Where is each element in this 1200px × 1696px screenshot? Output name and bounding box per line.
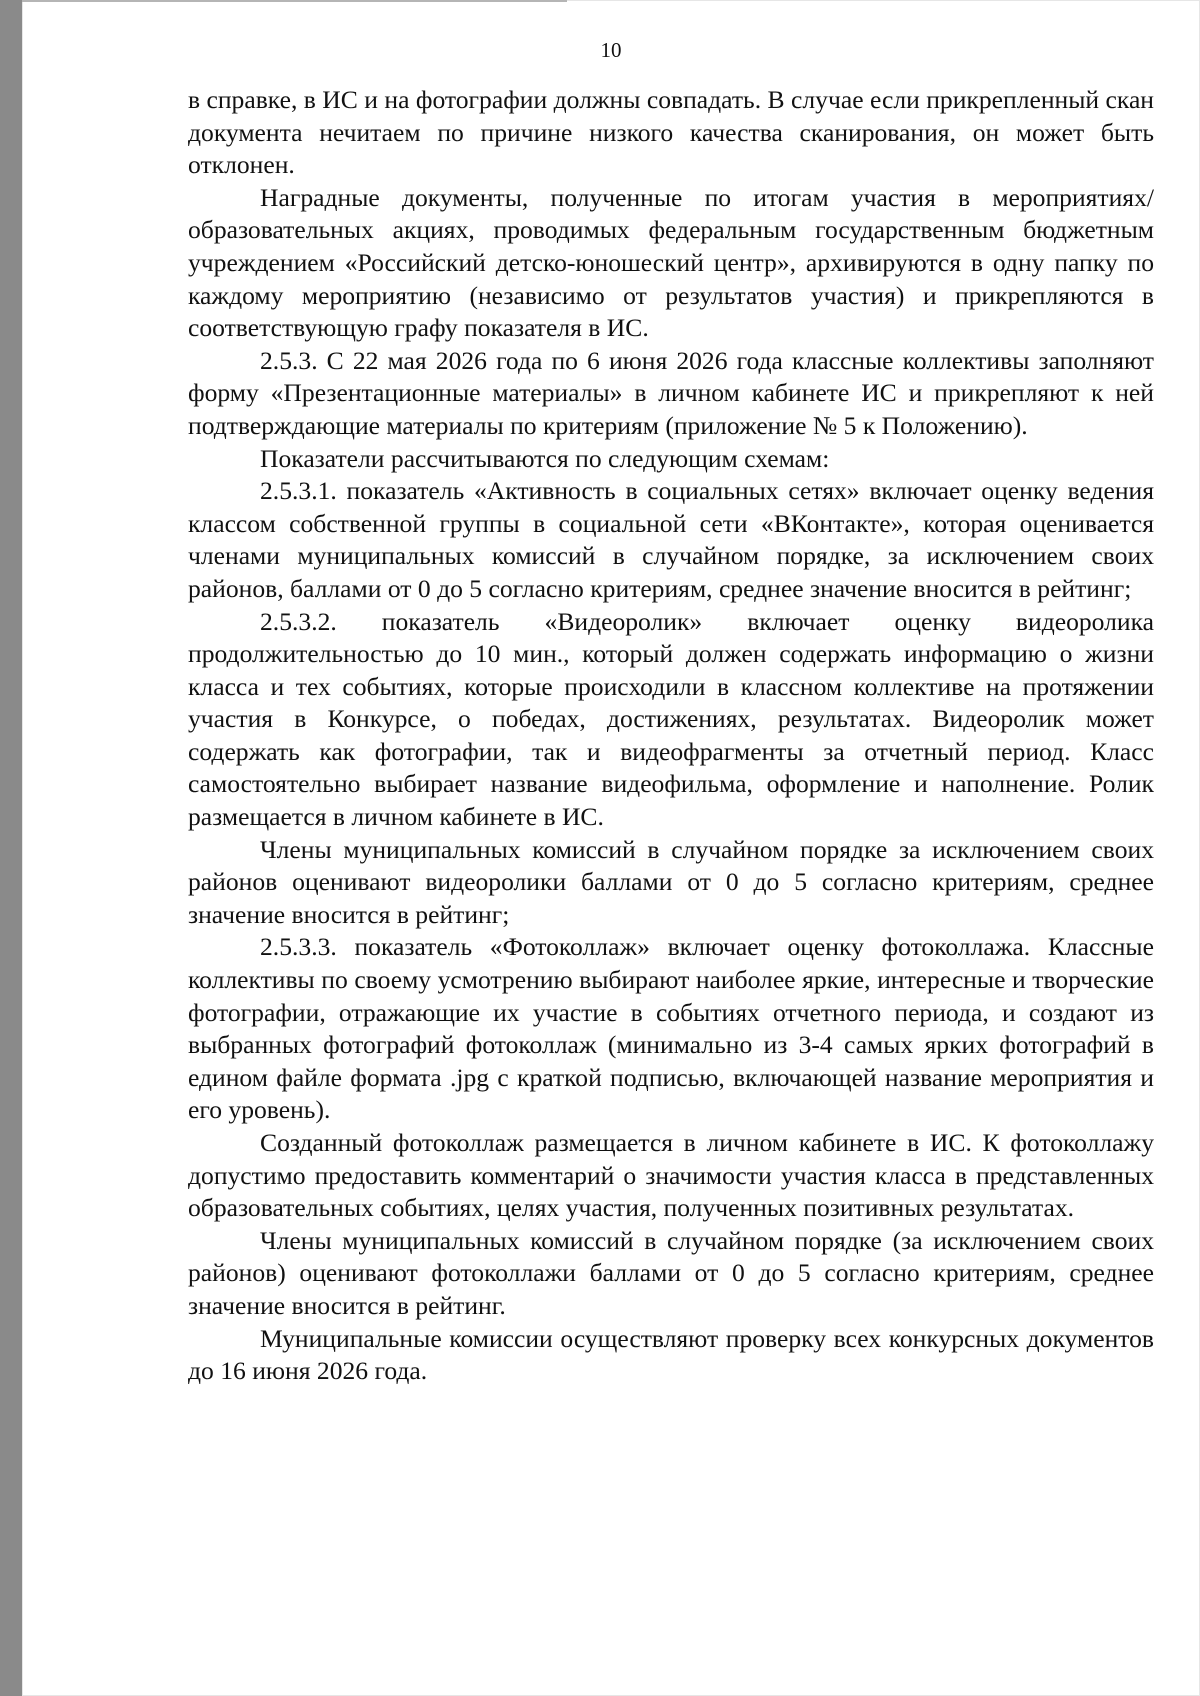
paragraph-2-5-3-1: 2.5.3.1. показатель «Активность в социальных сетях» включает оценку ведения классом собственной группы в социальной сети «ВКонтакте», которая оценивается членами муниципальных комиссий в случайном порядке, за исключением своих районов, баллами от 0 до 5 согласно критериям, среднее значение вносится в рейтинг;: [188, 476, 1154, 603]
paragraph-collage-placement: Созданный фотоколлаж размещается в личном кабинете в ИС. К фотоколлажу допустимо предоставить комментарий о значимости участия класса в представленных образовательных событиях, целях участия, полученных позитивных результатах.: [188, 1128, 1154, 1223]
paragraph-1: в справке, в ИС и на фотографии должны совпадать. В случае если прикрепленный скан документа нечитаем по причине низкого качества сканирования, он может быть отклонен.: [188, 85, 1154, 180]
paragraph-2: Наградные документы, полученные по итогам участия в мероприятиях/образовательных акциях, проводимых федеральным государственным бюджетным учреждением «Российский детско-юношеский центр», архивируются в одну папку по каждому мероприятию (независимо от результатов участия) и прикрепляются в соответствующую графу показателя в ИС.: [188, 182, 1154, 343]
paragraph-schemes-intro: Показатели рассчитываются по следующим схемам:: [260, 443, 830, 473]
document-body: [188, 84, 1154, 1388]
paragraph-collage-evaluation: Члены муниципальных комиссий в случайном порядке (за исключением своих районов) оценивают фотоколлажи баллами от 0 до 5 согласно критериям, среднее значение вносится в рейтинг.: [188, 1225, 1154, 1320]
paragraph-2-5-3: 2.5.3. С 22 мая 2026 года по 6 июня 2026 года классные коллективы заполняют форму «Презентационные материалы» в личном кабинете ИС и прикрепляют к ней подтверждающие материалы по критериям (приложение № 5 к Положению).: [188, 345, 1154, 440]
paragraph-video-evaluation: Члены муниципальных комиссий в случайном порядке за исключением своих районов оценивают видеоролики баллами от 0 до 5 согласно критериям, среднее значение вносится в рейтинг;: [188, 834, 1154, 929]
scan-top-edge: [22, 0, 567, 2]
page-number: 10: [600, 38, 622, 62]
paragraph-2-5-3-3: 2.5.3.3. показатель «Фотоколлаж» включает оценку фотоколлажа. Классные коллективы по своему усмотрению выбирают наиболее яркие, интересные и творческие фотографии, отражающие их участие в событиях отчетного периода, и создают из выбранных фотографий фотоколлаж (минимально из 3-4 самых ярких фотографий в едином файле формата .jpg с краткой подписью, включающей название мероприятия и его уровень).: [188, 932, 1154, 1125]
document-page: [22, 0, 1200, 1696]
paragraph-deadline: Муниципальные комиссии осуществляют проверку всех конкурсных документов до 16 июня 2026 года.: [188, 1323, 1154, 1386]
paragraph-2-5-3-2: 2.5.3.2. показатель «Видеоролик» включает оценку видеоролика продолжительностью до 10 мин., который должен содержать информацию о жизни класса и тех событиях, которые происходили в классном коллективе на протяжении участия в Конкурсе, о победах, достижениях, результатах. Видеоролик может содержать как фотографии, так и видеофрагменты за отчетный период. Класс самостоятельно выбирает название видеофильма, оформление и наполнение. Ролик размещается в личном кабинете в ИС.: [188, 606, 1154, 832]
